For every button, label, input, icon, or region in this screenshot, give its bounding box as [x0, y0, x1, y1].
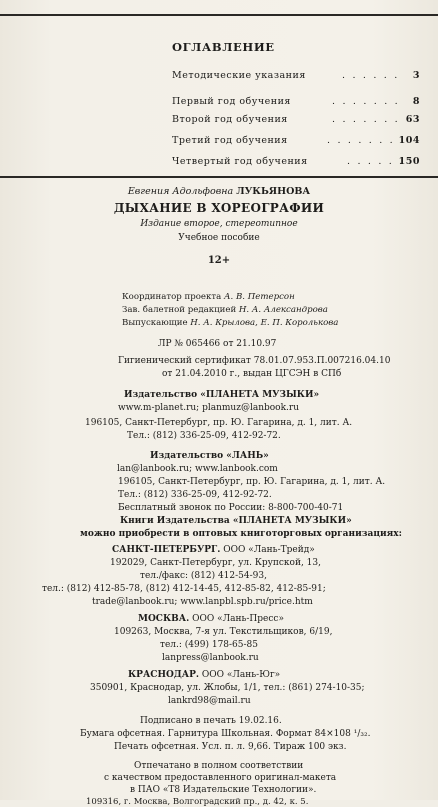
- edition-note: Издание второе, стереотипное: [140, 219, 298, 229]
- toc-item-label: Первый год обучения: [172, 96, 291, 107]
- spb-web: trade@lanbook.ru; www.lanpbl.spb.ru/price.htm: [92, 597, 313, 607]
- wholesale-heading: Книги Издательства «ПЛАНЕТА МУЗЫКИ»: [120, 516, 352, 526]
- publisher-lan-address: 196105, Санкт-Петербург, пр. Ю. Гагарина, д. 1, лит. А.: [118, 477, 386, 487]
- author-surname: ЛУКЬЯНОВА: [236, 186, 311, 197]
- printed-line: Отпечатано в полном соответствии: [134, 761, 304, 771]
- spb-org: ООО «Лань-Трейд»: [223, 545, 315, 555]
- toc-leader: . . . . . .: [347, 156, 405, 167]
- msk-email: lanpress@lanbook.ru: [162, 653, 259, 663]
- print-signed: Подписано в печать 19.02.16.: [140, 716, 282, 726]
- toc-heading: ОГЛАВЛЕНИЕ: [172, 40, 275, 54]
- credit-line: Зав. балетной редакцией Н. А. Александрова: [122, 305, 328, 315]
- credit-line: Выпускающие Н. А. Крылова, Е. П. Королькова: [122, 318, 339, 328]
- book-type: Учебное пособие: [178, 233, 260, 243]
- toc-item-page: 8: [412, 96, 420, 107]
- age-rating: 12+: [207, 255, 231, 266]
- printed-line: в ПАО «Т8 Издательские Технологии».: [130, 785, 317, 795]
- publisher-lan-freephone: Бесплатный звонок по России: 8-800-700-40-71: [118, 503, 344, 513]
- toc-item: [172, 96, 420, 110]
- printed-line: 109316, г. Москва, Волгоградский пр., д. 42, к. 5.: [86, 797, 309, 807]
- msk-phone: тел.: (499) 178-65-85: [160, 640, 259, 650]
- krd-email: lankrd98@mail.ru: [168, 696, 251, 706]
- toc-item-page: 63: [405, 114, 420, 125]
- credit-line: Координатор проекта А. В. Петерсон: [122, 292, 295, 302]
- toc-item-label: Методические указания: [172, 70, 306, 81]
- toc-item-label: Второй год обучения: [172, 114, 288, 125]
- publisher-music-name: Издательство «ПЛАНЕТА МУЗЫКИ»: [124, 390, 320, 400]
- toc-item-page: 3: [412, 70, 420, 81]
- krd-city: КРАСНОДАР.: [128, 670, 200, 680]
- print-paper: Бумага офсетная. Гарнитура Школьная. Формат 84×108 ¹/₃₂.: [80, 729, 371, 739]
- toc-leader: . . . . . . .: [332, 96, 400, 107]
- spb-heading: [112, 545, 315, 555]
- krd-address: 350901, Краснодар, ул. Жлобы, 1/1, тел.: (861) 274-10-35;: [90, 683, 365, 693]
- top-rule: [0, 14, 438, 16]
- toc-item: [172, 114, 420, 128]
- author-name: Евгения Адольфовна: [127, 186, 234, 197]
- toc-item-label: Четвертый год обучения: [172, 156, 308, 167]
- msk-org: ООО «Лань-Пресс»: [192, 614, 284, 624]
- divider-rule: [0, 176, 438, 178]
- toc-leader: . . . . . .: [342, 70, 400, 81]
- msk-address: 109263, Москва, 7-я ул. Текстильщиков, 6/19,: [114, 627, 333, 637]
- spb-city: САНКТ-ПЕТЕРБУРГ.: [112, 545, 221, 555]
- toc-item-page: 104: [398, 135, 420, 146]
- hygiene-certificate: Гигиенический сертификат 78.01.07.953.П.007216.04.10: [118, 356, 391, 366]
- toc-item: [172, 70, 420, 84]
- krd-heading: [128, 670, 280, 680]
- spb-phones: тел.: (812) 412-85-78, (812) 412-14-45, 412-85-82, 412-85-91;: [42, 584, 326, 594]
- toc-item-label: Третий год обучения: [172, 135, 288, 146]
- publisher-lan-name: Издательство «ЛАНЬ»: [150, 451, 269, 461]
- publisher-music-web: www.m-planet.ru; planmuz@lanbook.ru: [118, 403, 300, 413]
- license-number: ЛР № 065466 от 21.10.97: [158, 339, 277, 349]
- toc-leader: . . . . . . .: [327, 135, 395, 146]
- publisher-lan-phone: Тел.: (812) 336-25-09, 412-92-72.: [118, 490, 272, 500]
- toc-item: [172, 135, 420, 149]
- print-run: Печать офсетная. Усл. п. л. 9,66. Тираж 100 экз.: [114, 742, 347, 752]
- toc-item-page: 150: [398, 156, 420, 167]
- toc-item: [172, 156, 420, 170]
- msk-heading: [138, 614, 284, 624]
- publisher-lan-web: lan@lanbook.ru; www.lanbook.com: [117, 464, 278, 474]
- book-title: ДЫХАНИЕ В ХОРЕОГРАФИИ: [113, 201, 325, 215]
- msk-city: МОСКВА.: [138, 614, 190, 624]
- printed-line: с качеством предоставленного оригинал-макета: [104, 773, 337, 783]
- krd-org: ООО «Лань-Юг»: [201, 670, 281, 680]
- spb-fax: тел./факс: (812) 412-54-93,: [140, 571, 267, 581]
- author-line: [0, 186, 438, 197]
- wholesale-subheading: можно приобрести в оптовых книготорговых организациях:: [80, 529, 402, 539]
- publisher-music-phone: Тел.: (812) 336-25-09, 412-92-72.: [127, 431, 281, 441]
- hygiene-issued: от 21.04.2010 г., выдан ЦГСЭН в СПб: [162, 369, 342, 379]
- spb-address: 192029, Санкт-Петербург, ул. Крупской, 13,: [110, 558, 321, 568]
- publisher-music-address: 196105, Санкт-Петербург, пр. Ю. Гагарина, д. 1, лит. А.: [85, 418, 353, 428]
- toc-leader: . . . . . . .: [332, 114, 400, 125]
